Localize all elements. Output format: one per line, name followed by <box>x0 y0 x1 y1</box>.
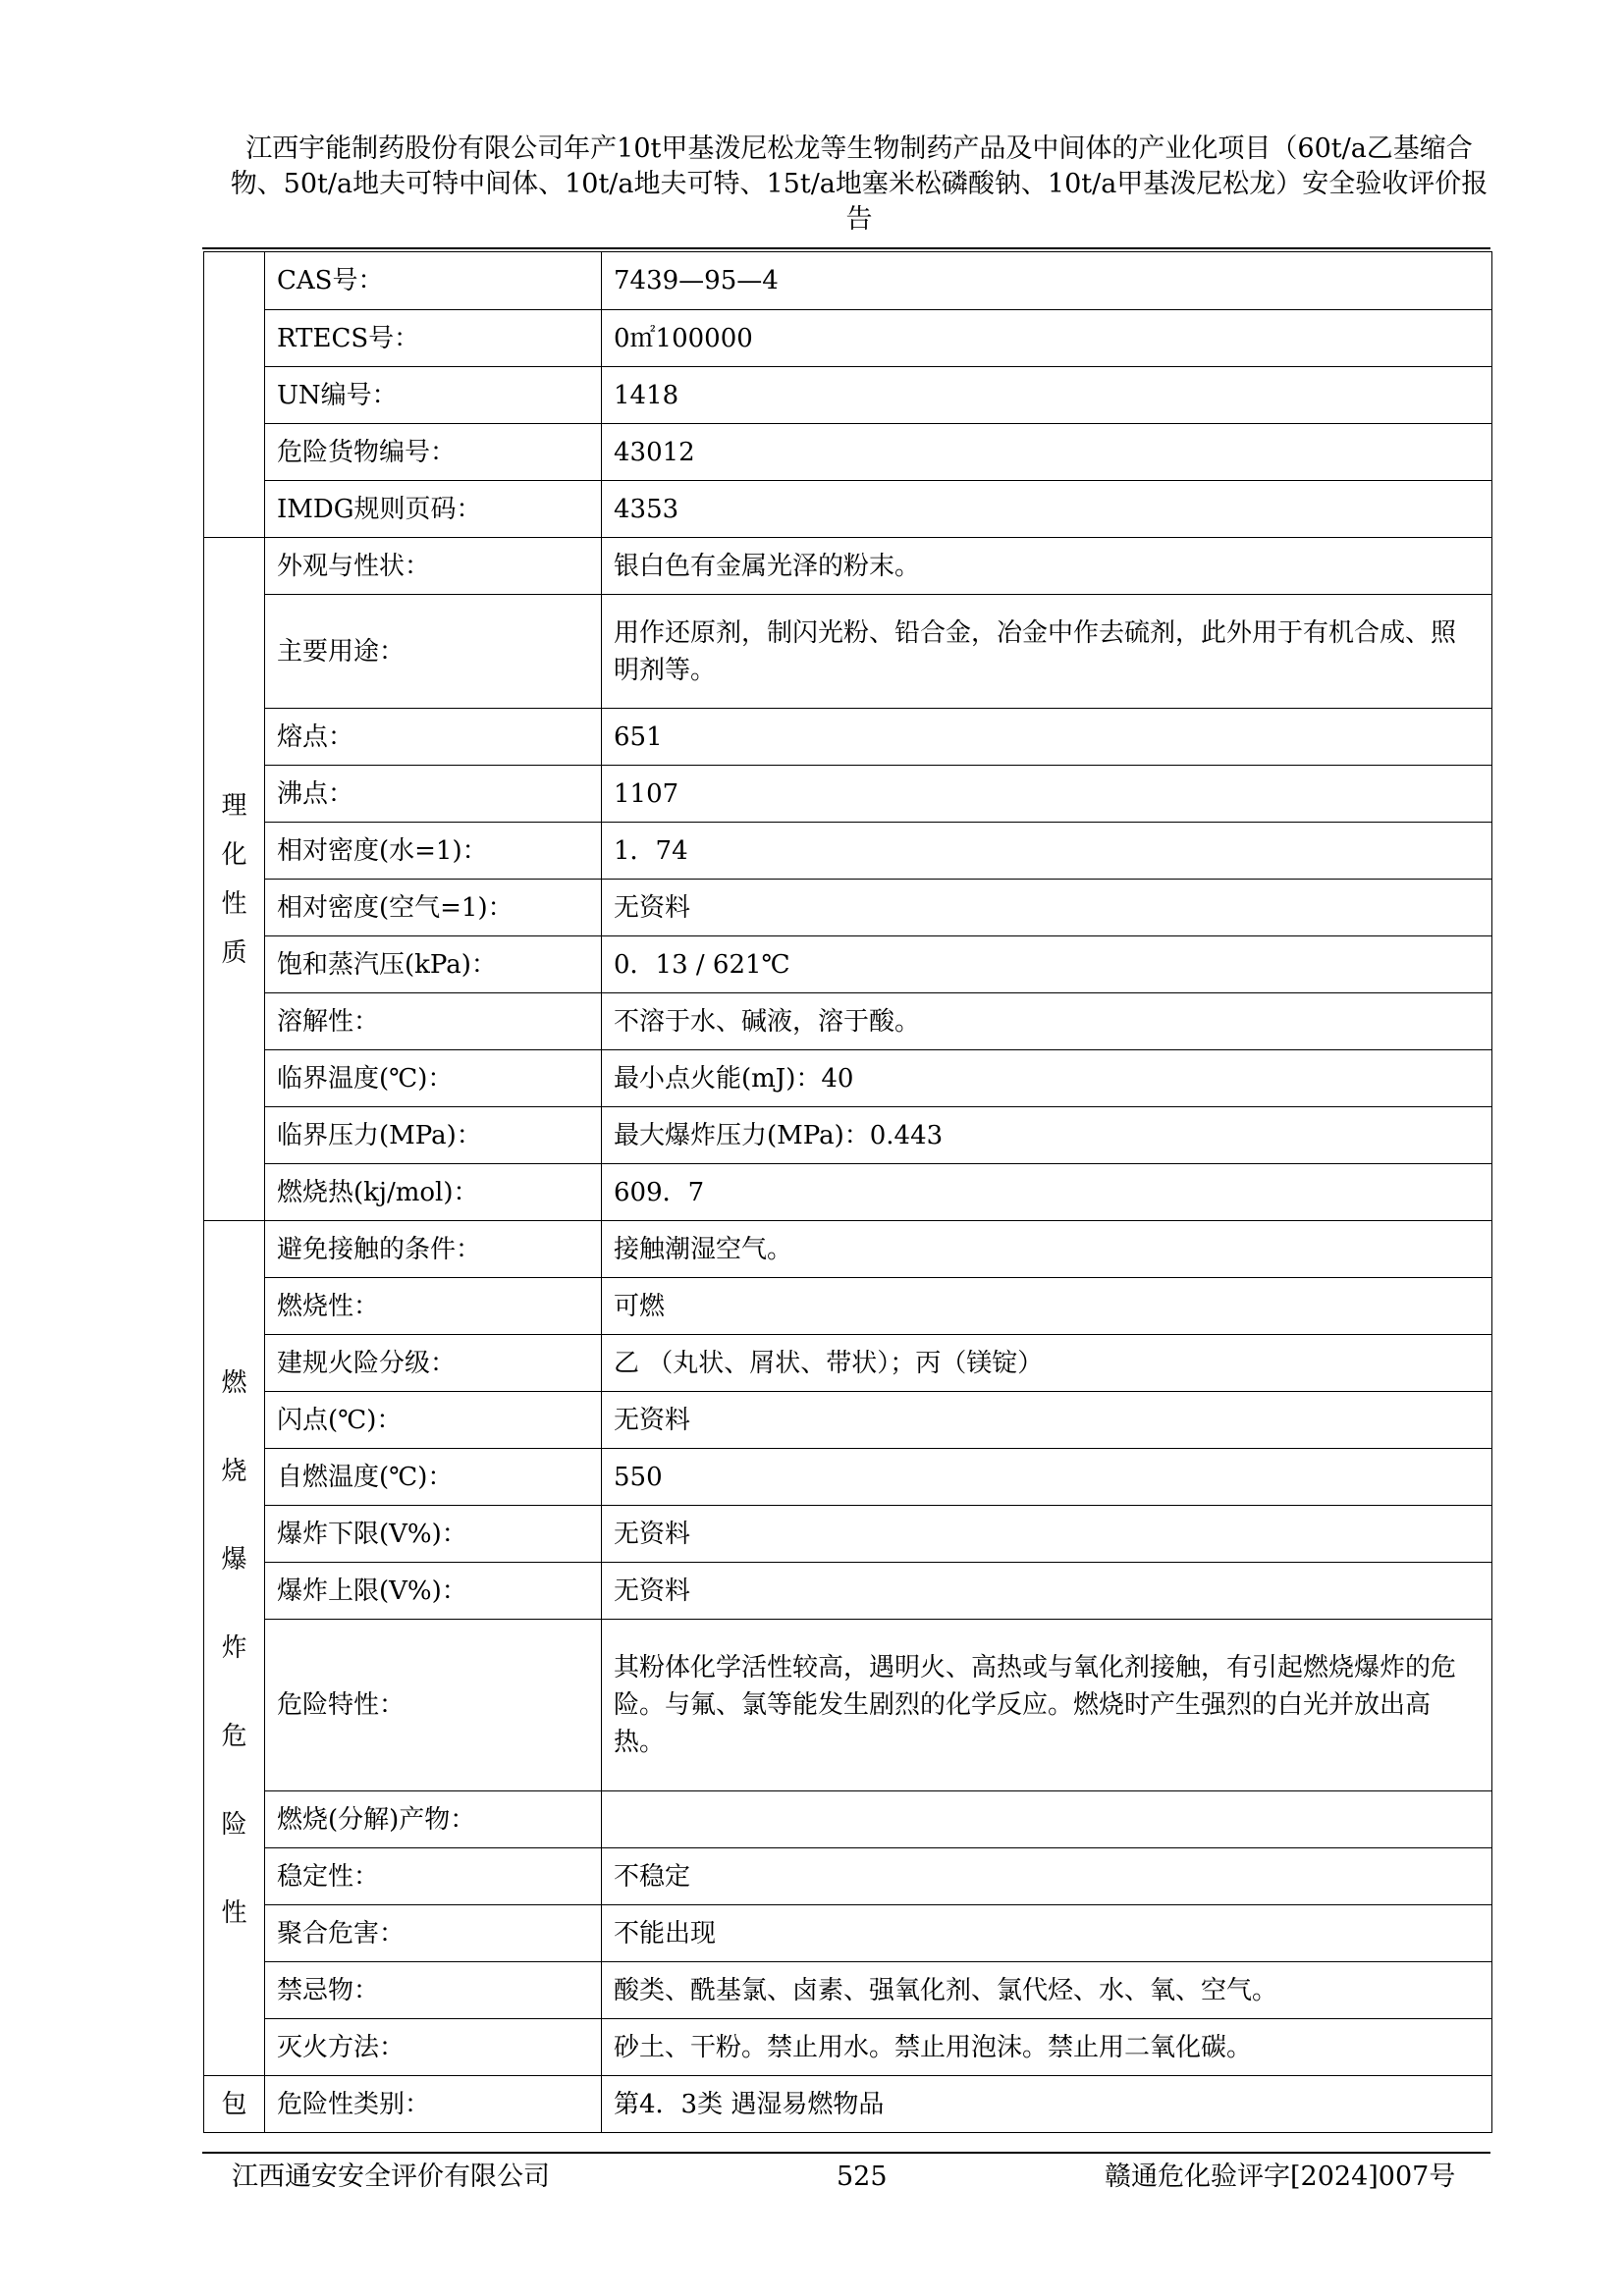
table-row <box>204 993 1492 1050</box>
category-char: 化 <box>221 839 247 870</box>
property-label: 饱和蒸汽压(kPa)： <box>265 936 602 993</box>
category-char: 理 <box>221 790 247 821</box>
table-row <box>204 1506 1492 1563</box>
property-label: 沸点： <box>265 766 602 823</box>
table-row <box>204 424 1492 481</box>
category-char: 性 <box>221 888 247 919</box>
table-row <box>204 766 1492 823</box>
property-label: 相对密度(水=1)： <box>265 823 602 880</box>
table-row <box>204 1107 1492 1164</box>
property-label: 闪点(℃)： <box>265 1392 602 1449</box>
property-value: 无资料 <box>602 1392 1492 1449</box>
property-value: 0．13 / 621℃ <box>602 936 1492 993</box>
property-value: 1．74 <box>602 823 1492 880</box>
table-row <box>204 2076 1492 2133</box>
property-label: 外观与性状： <box>265 538 602 595</box>
property-value: 最大爆炸压力(MPa)：0.443 <box>602 1107 1492 1164</box>
property-label: 燃烧(分解)产物： <box>265 1791 602 1848</box>
property-label: CAS号： <box>265 252 602 310</box>
table-row <box>204 823 1492 880</box>
property-value: 651 <box>602 709 1492 766</box>
property-value: 无资料 <box>602 1563 1492 1620</box>
property-value <box>602 1791 1492 1848</box>
property-label: 避免接触的条件： <box>265 1221 602 1278</box>
property-label: 爆炸下限(V%)： <box>265 1506 602 1563</box>
property-label: 灭火方法： <box>265 2019 602 2076</box>
footer-page-number: 525 <box>837 2162 888 2192</box>
table-row <box>204 595 1492 709</box>
property-value: 609．7 <box>602 1164 1492 1221</box>
property-value: 最小点火能(mJ)：40 <box>602 1050 1492 1107</box>
property-label: 燃烧热(kj/mol)： <box>265 1164 602 1221</box>
property-value: 43012 <box>602 424 1492 481</box>
table-row <box>204 2019 1492 2076</box>
table-row <box>204 880 1492 936</box>
category-char: 炸 <box>221 1633 247 1663</box>
property-label: 熔点： <box>265 709 602 766</box>
property-label: UN编号： <box>265 367 602 424</box>
table-row <box>204 1620 1492 1791</box>
category-char: 性 <box>221 1898 247 1928</box>
property-label: 危险特性： <box>265 1620 602 1791</box>
category-char: 危 <box>221 1722 247 1751</box>
property-value: 用作还原剂，制闪光粉、铅合金，冶金中作去硫剂，此外用于有机合成、照明剂等。 <box>602 595 1492 709</box>
table-row <box>204 1221 1492 1278</box>
property-label: 相对密度(空气=1)： <box>265 880 602 936</box>
property-value: 银白色有金属光泽的粉末。 <box>602 538 1492 595</box>
table-row <box>204 252 1492 310</box>
footer-rule <box>202 2152 1490 2154</box>
property-value: 不稳定 <box>602 1848 1492 1905</box>
category-char: 烧 <box>221 1457 247 1486</box>
property-value: 不溶于水、碱液，溶于酸。 <box>602 993 1492 1050</box>
table-row <box>204 1050 1492 1107</box>
table-row <box>204 1278 1492 1335</box>
table-row <box>204 1449 1492 1506</box>
property-value: 1107 <box>602 766 1492 823</box>
category-char: 险 <box>221 1810 247 1840</box>
property-value: 7439—95—4 <box>602 252 1492 310</box>
property-value: 第4．3类 遇湿易燃物品 <box>602 2076 1492 2133</box>
property-value: 可燃 <box>602 1278 1492 1335</box>
table-row <box>204 1164 1492 1221</box>
category-char: 燃 <box>221 1368 247 1398</box>
table-row <box>204 1392 1492 1449</box>
property-value: 其粉体化学活性较高，遇明火、高热或与氧化剂接触，有引起燃烧爆炸的危险。与氟、氯等能发生剧烈的化学反应。燃烧时产生强烈的白光并放出高热。 <box>602 1620 1492 1791</box>
property-value: 550 <box>602 1449 1492 1506</box>
property-label: 聚合危害： <box>265 1905 602 1962</box>
properties-table <box>203 251 1492 2133</box>
property-value: 乙 （丸状、屑状、带状）；丙（镁锭） <box>602 1335 1492 1392</box>
table-row <box>204 1848 1492 1905</box>
property-value: 砂土、干粉。禁止用水。禁止用泡沫。禁止用二氧化碳。 <box>602 2019 1492 2076</box>
property-label: 爆炸上限(V%)： <box>265 1563 602 1620</box>
table-row <box>204 310 1492 367</box>
property-label: RTECS号： <box>265 310 602 367</box>
property-value: 4353 <box>602 481 1492 538</box>
property-label: 稳定性： <box>265 1848 602 1905</box>
property-label: 危险货物编号： <box>265 424 602 481</box>
header-rule <box>202 247 1490 249</box>
property-label: IMDG规则页码： <box>265 481 602 538</box>
section-category <box>204 2076 265 2133</box>
table-row <box>204 367 1492 424</box>
category-char: 爆 <box>221 1545 247 1575</box>
category-char: 包 <box>221 2089 247 2119</box>
property-label: 自燃温度(℃)： <box>265 1449 602 1506</box>
section-category <box>204 538 265 1221</box>
property-value: 不能出现 <box>602 1905 1492 1962</box>
property-label: 临界压力(MPa)： <box>265 1107 602 1164</box>
property-label: 危险性类别： <box>265 2076 602 2133</box>
table-row <box>204 1335 1492 1392</box>
property-value: 无资料 <box>602 1506 1492 1563</box>
table-row <box>204 481 1492 538</box>
property-value: 酸类、酰基氯、卤素、强氧化剂、氯代烃、水、氧、空气。 <box>602 1962 1492 2019</box>
footer-doc-number: 赣通危化验评字[2024]007号 <box>1105 2162 1456 2192</box>
table-row <box>204 709 1492 766</box>
property-label: 禁忌物： <box>265 1962 602 2019</box>
property-label: 建规火险分级： <box>265 1335 602 1392</box>
table-row <box>204 1791 1492 1848</box>
property-value: 无资料 <box>602 880 1492 936</box>
property-label: 主要用途： <box>265 595 602 709</box>
property-value: 0㎡100000 <box>602 310 1492 367</box>
section-category <box>204 1221 265 2076</box>
property-label: 临界温度(℃)： <box>265 1050 602 1107</box>
table-row <box>204 1563 1492 1620</box>
category-char: 质 <box>221 937 247 968</box>
property-label: 燃烧性： <box>265 1278 602 1335</box>
report-header: 江西宇能制药股份有限公司年产10t甲基泼尼松龙等生物制药产品及中间体的产业化项目（60t/a乙基缩合物、50t/a地夫可特中间体、10t/a地夫可特、15t/a地塞米松磷酸钠、10t/a甲基泼尼松龙）安全验收评价报告 <box>230 133 1489 235</box>
property-value: 1418 <box>602 367 1492 424</box>
table-row <box>204 936 1492 993</box>
table-row <box>204 538 1492 595</box>
section-category <box>204 252 265 538</box>
property-label: 溶解性： <box>265 993 602 1050</box>
table-row <box>204 1905 1492 1962</box>
table-row <box>204 1962 1492 2019</box>
property-value: 接触潮湿空气。 <box>602 1221 1492 1278</box>
footer-company: 江西通安安全评价有限公司 <box>232 2162 550 2192</box>
